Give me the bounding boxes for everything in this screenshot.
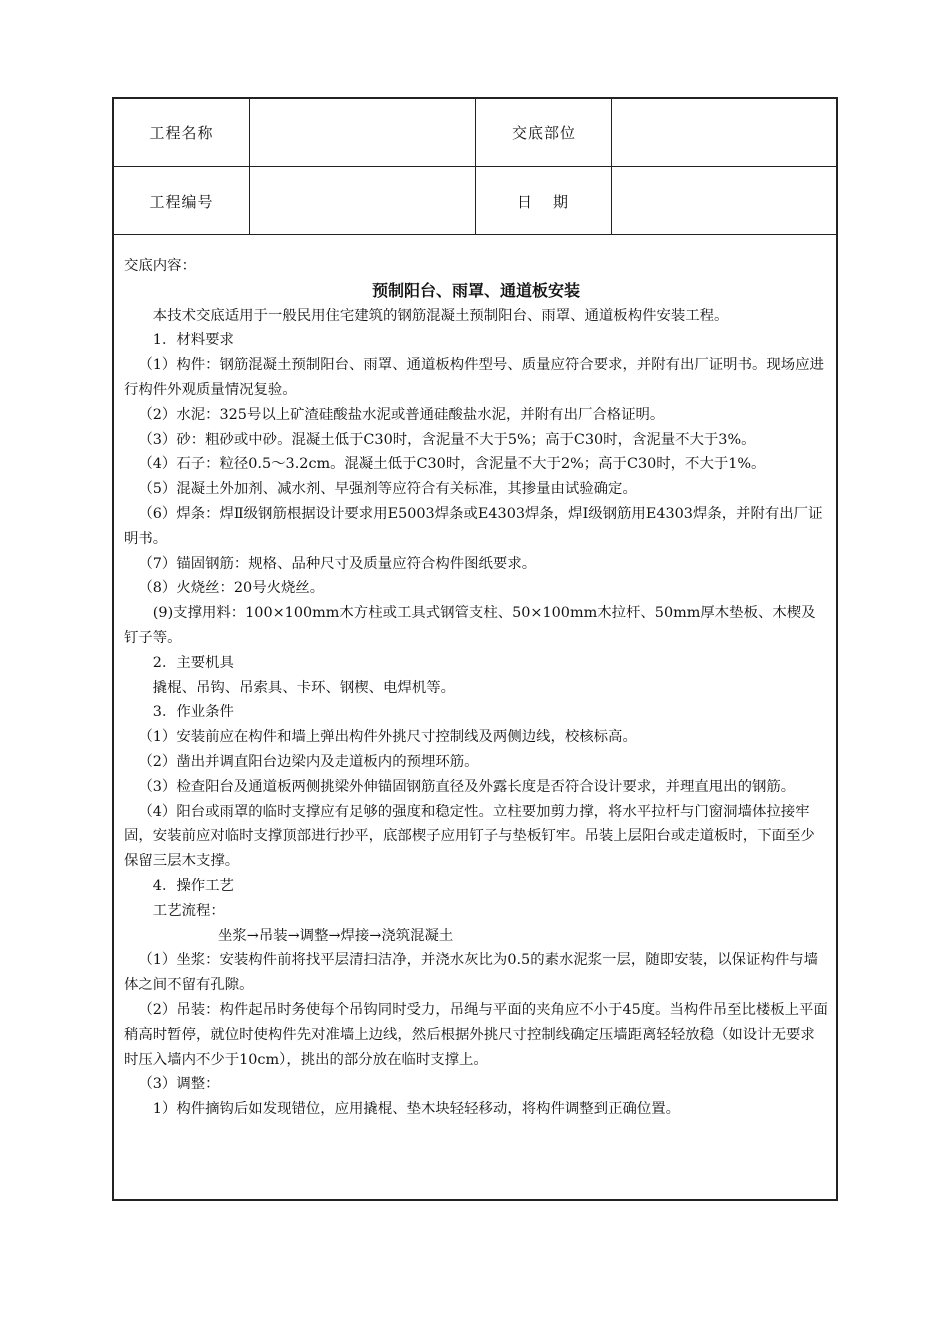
handover-form: [112, 97, 838, 1201]
content-paragraph: （1）构件：钢筋混凝土预制阳台、雨罩、通道板构件型号、质量应符合要求，并附有出厂证明书。现场应进行构件外观质量情况复验。: [124, 357, 824, 398]
content-paragraph: 本技术交底适用于一般民用住宅建筑的钢筋混凝土预制阳台、雨罩、通道板构件安装工程。: [152, 307, 729, 324]
content-paragraph: 2．主要机具: [152, 654, 234, 671]
project-no-label: 工程编号: [149, 192, 214, 211]
content-paragraph: （8）火烧丝：20号火烧丝。: [138, 580, 325, 597]
content-paragraph: 1）构件摘钩后如发现错位，应用撬棍、垫木块轻轻移动，将构件调整到正确位置。: [152, 1101, 681, 1118]
date-value[interactable]: [613, 168, 836, 234]
content-paragraph: （2）凿出并调直阳台边梁内及走道板内的预埋环筋。: [138, 753, 479, 770]
content-paragraph: （2）水泥：325号以上矿渣硅酸盐水泥或普通硅酸盐水泥，并附有出厂合格证明。: [138, 406, 665, 423]
column-divider-2: [475, 99, 476, 235]
handover-part-value[interactable]: [613, 99, 836, 166]
handover-part-label: 交底部位: [511, 124, 576, 142]
content-paragraph: （5）混凝土外加剂、减水剂、早强剂等应符合有关标准，其掺量由试验确定。: [138, 481, 637, 498]
project-name-value[interactable]: [251, 99, 475, 166]
content-paragraph: （2）吊装：构件起吊时务使每个吊钩同时受力，吊绳与平面的夹角应不小于45度。当构件吊至比楼板上平面稍高时暂停，就位时使构件先对准墙上边线，然后根据外挑尺寸控制线确定压墙距离轻轻放稳（如设计无要求时压入墙内不少于10cm），挑出的部分放在临时支撑上。: [124, 1001, 828, 1068]
project-no-value[interactable]: [251, 168, 475, 234]
project-name-label: 工程名称: [149, 124, 214, 142]
document-title: 预制阳台、雨罩、通道板安装: [371, 280, 580, 300]
content-paragraph: 坐浆→吊装→调整→焊接→浇筑混凝土: [218, 927, 454, 944]
content-label: 交底内容：: [124, 258, 196, 274]
content-paragraph: 3．作业条件: [152, 704, 234, 721]
content-paragraph: 工艺流程：: [152, 902, 225, 919]
column-divider-1: [249, 99, 250, 235]
content-paragraph: 撬棍、吊钩、吊索具、卡环、钢楔、电焊机等。: [152, 679, 456, 696]
content-paragraph: 1．材料要求: [152, 332, 234, 349]
content-paragraph: （3）调整：: [138, 1076, 220, 1093]
content-paragraph: （3）检查阳台及通道板两侧挑梁外伸锚固钢筋直径及外露长度是否符合设计要求，并理直甩出的钢筋。: [138, 778, 796, 795]
content-paragraph: （4）石子：粒径0.5～3.2cm。混凝土低于C30时，含泥量不大于2%；高于C30时，不大于1%。: [138, 456, 766, 473]
content-paragraph: （1）坐浆：安装构件前将找平层清扫洁净，并浇水灰比为0.5的素水泥浆一层，随即安装，以保证构件与墙体之间不留有孔隙。: [124, 952, 819, 994]
content-paragraph: （3）砂：粗砂或中砂。混凝土低于C30时，含泥量不大于5%；高于C30时，含泥量不大于3%。: [138, 431, 756, 448]
content-paragraph: 4．操作工艺: [152, 877, 234, 894]
date-label: 日 期: [516, 192, 571, 211]
paragraph-list: [124, 304, 828, 1122]
content-paragraph: （7）锚固钢筋：规格、品种尺寸及质量应符合构件图纸要求。: [138, 555, 537, 572]
content-paragraph: (9)支撑用料：100×100mm木方柱或工具式钢管支柱、50×100mm木拉杆、50mm厚木垫板、木楔及钉子等。: [124, 605, 816, 646]
content-paragraph: （1）安装前应在构件和墙上弹出构件外挑尺寸控制线及两侧边线，校核标高。: [138, 729, 637, 746]
column-divider-3: [611, 99, 612, 235]
content-paragraph: （6）焊条：焊Ⅱ级钢筋根据设计要求用E5003焊条或E4303焊条，焊Ⅰ级钢筋用E4303焊条，并附有出厂证明书。: [124, 505, 823, 547]
handover-content: [124, 254, 828, 1122]
content-paragraph: （4）阳台或雨罩的临时支撑应有足够的强度和稳定性。立柱要加剪力撑，将水平拉杆与门窗洞墙体拉接牢固，安装前应对临时支撑顶部进行抄平，底部楔子应用钉子与垫板钉牢。吊装上层阳台或走道板时，下面至少保留三层木支撑。: [124, 803, 815, 870]
